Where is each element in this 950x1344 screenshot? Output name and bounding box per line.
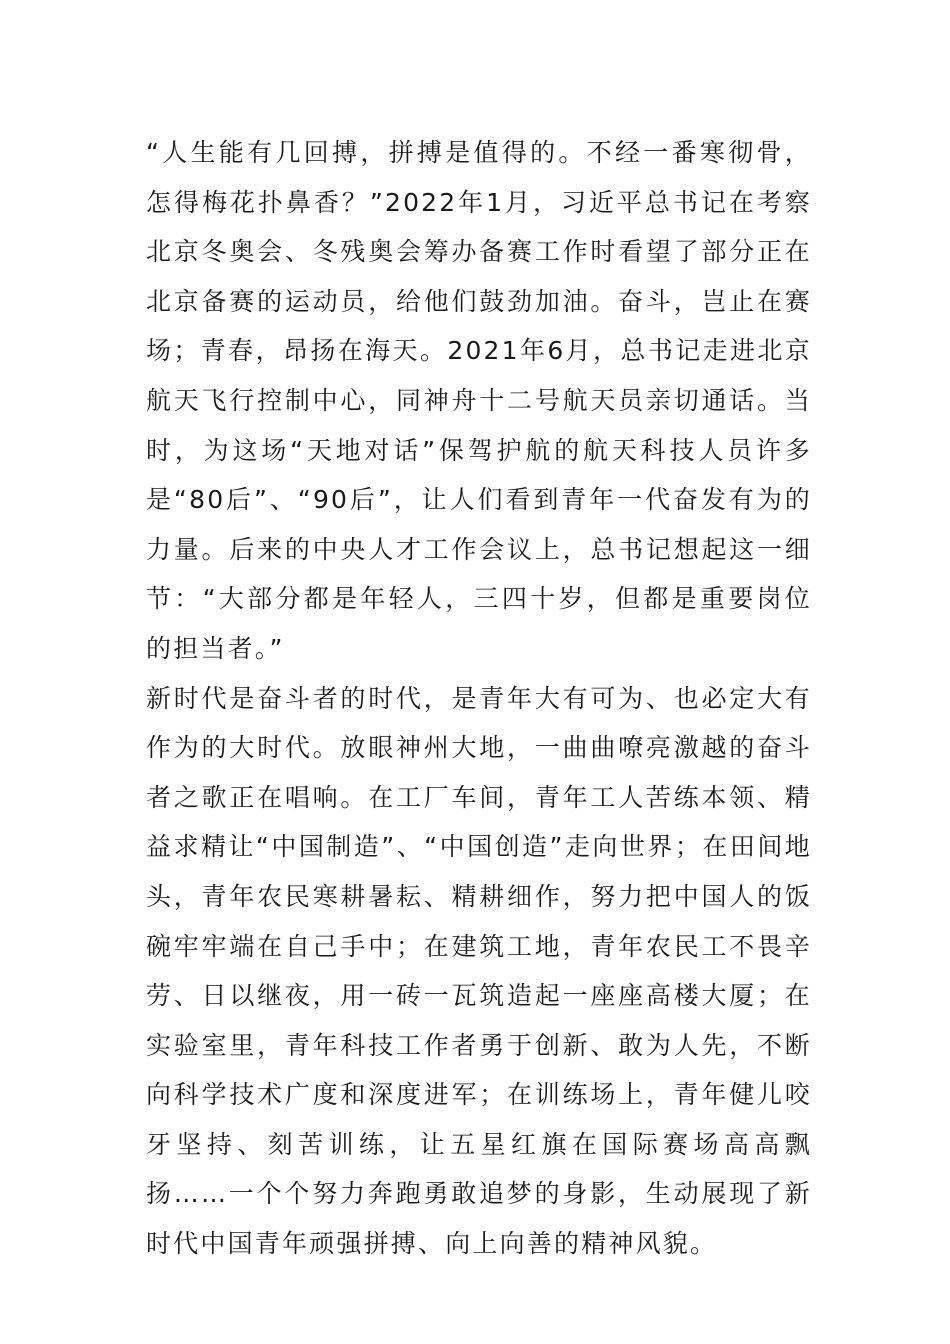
paragraph-1: “人生能有几回搏，拼搏是值得的。不经一番寒彻骨，怎得梅花扑鼻香？”2022年1月，习近平总书记在考察北京冬奥会、冬残奥会筹办备赛工作时看望了部分正在北京备赛的运动员，给他们鼓劲加油。奋斗，岂止在赛场；青春，昂扬在海天。2021年6月，总书记走进北京航天飞行控制中心，同神舟十二号航天员亲切通话。当时，为这场“天地对话”保驾护航的航天科技人员许多是“80后”、“90后”，让人们看到青年一代奋发有为的力量。后来的中央人才工作会议上，总书记想起这一细节：“大部分都是年轻人，三四十岁，但都是重要岗位的担当者。” xyxy=(146,138,812,663)
document-body xyxy=(146,128,812,1269)
paragraph-2: 新时代是奋斗者的时代，是青年大有可为、也必定大有作为的大时代。放眼神州大地，一曲曲嘹亮激越的奋斗者之歌正在唱响。在工厂车间，青年工人苦练本领、精益求精让“中国制造”、“中国创造”走向世界；在田间地头，青年农民寒耕暑耘、精耕细作，努力把中国人的饭碗牢牢端在自己手中；在建筑工地，青年农民工不畏辛劳、日以继夜，用一砖一瓦筑造起一座座高楼大厦；在实验室里，青年科技工作者勇于创新、敢为人先，不断向科学技术广度和深度进军；在训练场上，青年健儿咬牙坚持、刻苦训练，让五星红旗在国际赛场高高飘扬……一个个努力奔跑勇敢追梦的身影，生动展现了新时代中国青年顽强拼搏、向上向善的精神风貌。 xyxy=(146,683,812,1259)
